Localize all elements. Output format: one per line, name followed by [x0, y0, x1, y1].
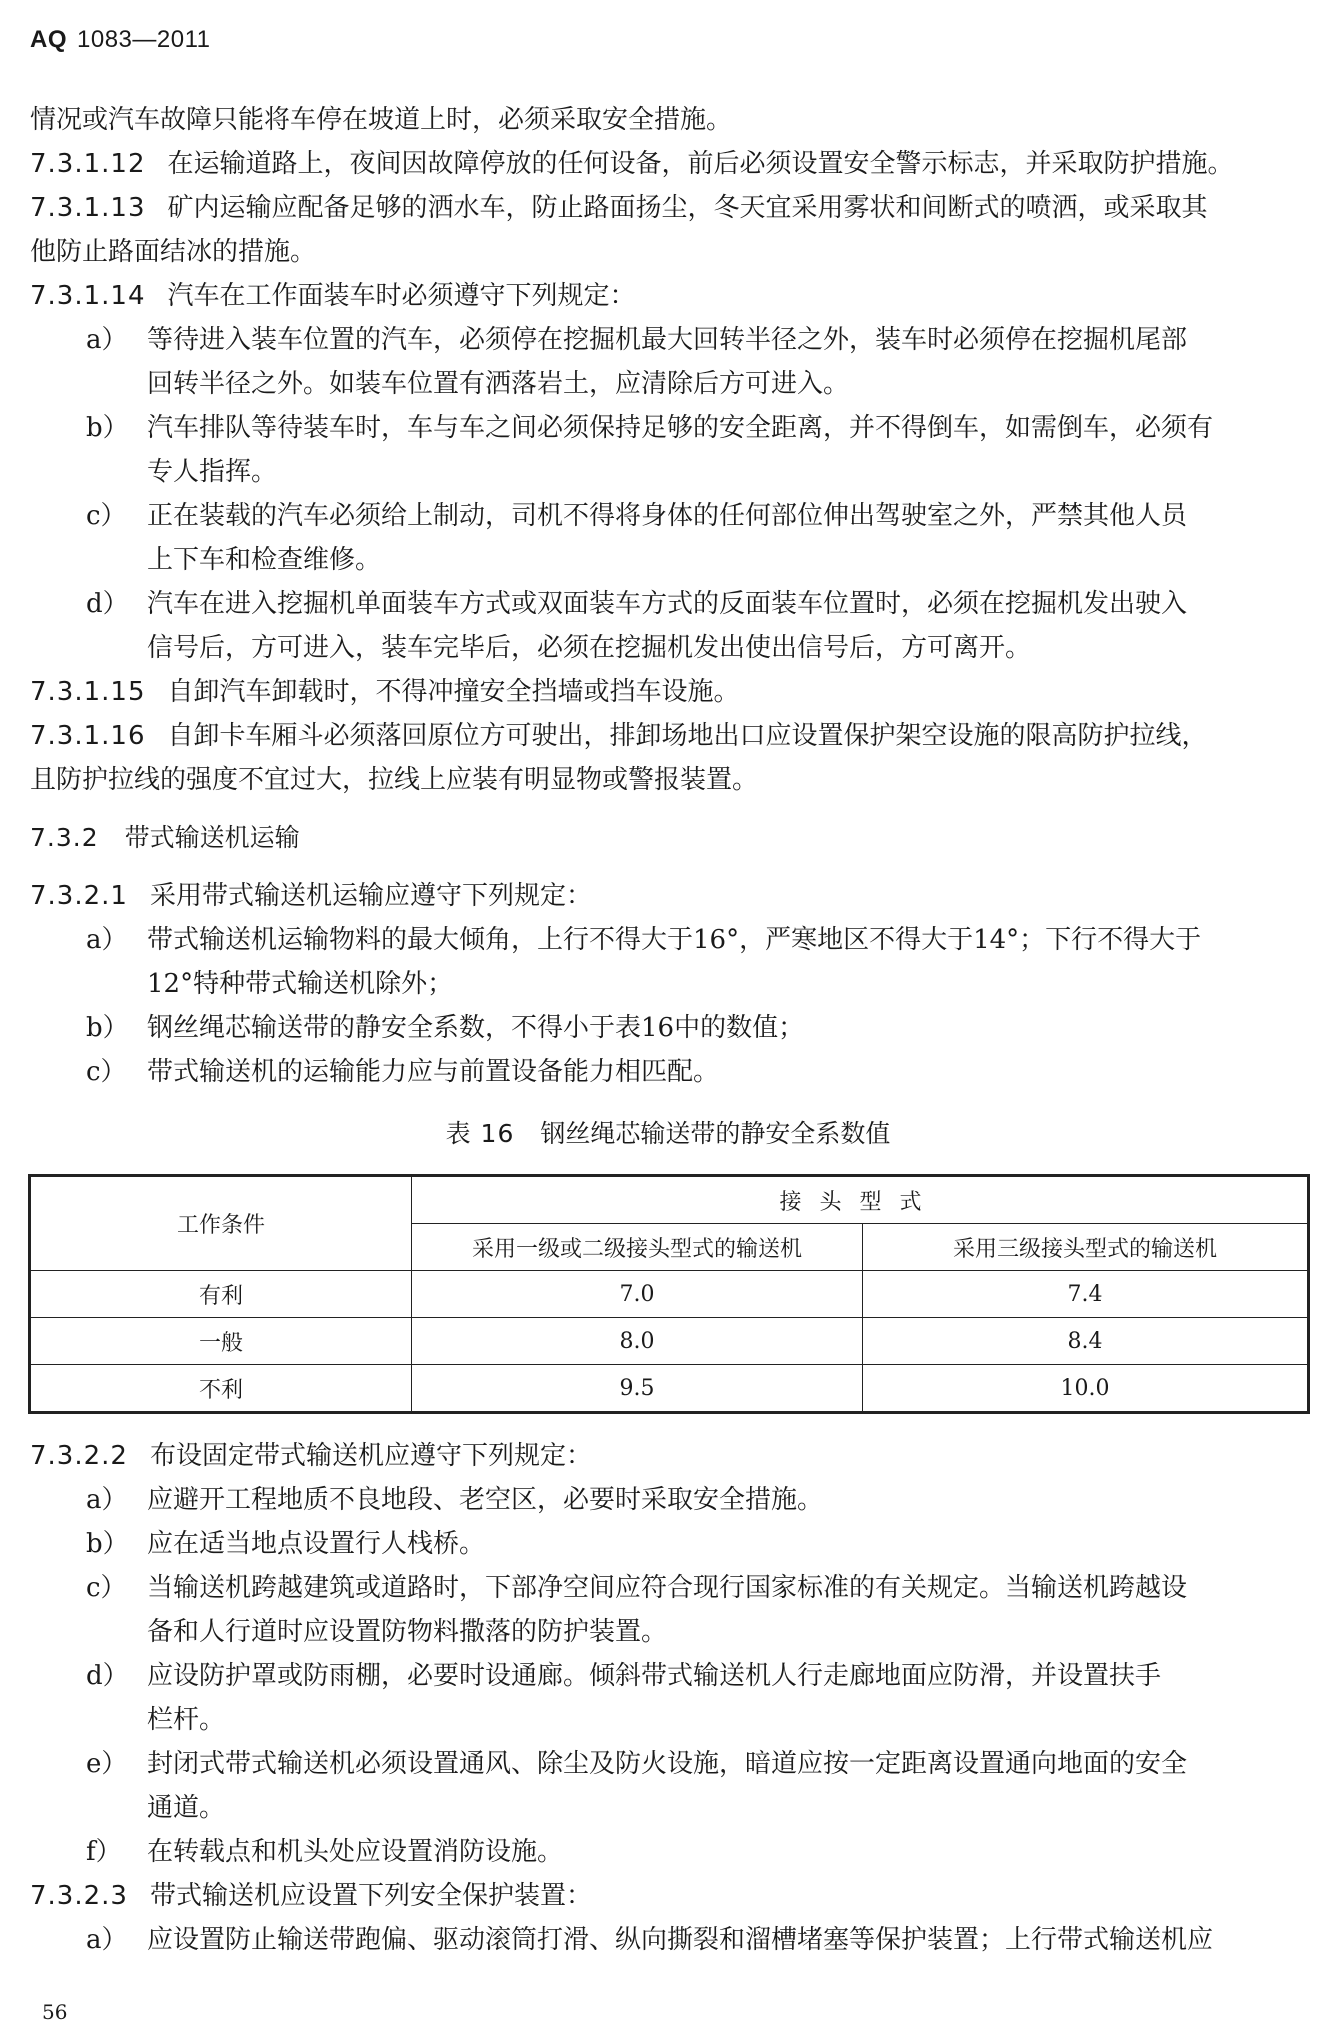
item-label: c）: [86, 501, 127, 531]
cell-value: 9.5: [412, 1365, 863, 1413]
header-cell-level-1-2: 采用一级或二级接头型式的输送机: [412, 1224, 863, 1271]
list-item: [30, 406, 1306, 450]
list-item-cont: 专人指挥。: [147, 457, 278, 487]
header-cell-joint-type: 接头型式: [412, 1176, 1309, 1224]
item-label: b）: [86, 1013, 129, 1043]
list-item: [30, 1830, 1306, 1874]
clause-number: 7.3.1.15: [30, 677, 146, 707]
list-item: [30, 1006, 1306, 1050]
clause-number: 7.3.2.1: [30, 881, 128, 911]
list-item: [30, 318, 1306, 362]
clause-7-3-2-1: [30, 874, 1306, 918]
page-header: [30, 26, 211, 54]
standard-code: AQ: [30, 26, 67, 53]
item-label: f）: [86, 1837, 122, 1867]
list-item: [30, 1566, 1306, 1610]
item-text: 当输送机跨越建筑或道路时，下部净空间应符合现行国家标准的有关规定。当输送机跨越设: [147, 1573, 1188, 1603]
item-label: d）: [86, 1661, 129, 1691]
section-title: 带式输送机运输: [124, 823, 300, 852]
clause-number: 7.3.2.3: [30, 1881, 128, 1911]
item-label: b）: [86, 1529, 129, 1559]
item-label: c）: [86, 1057, 127, 1087]
item-label: d）: [86, 589, 129, 619]
cell-value: 7.0: [412, 1271, 863, 1318]
header-cell-condition: 工作条件: [30, 1176, 412, 1271]
clause-text: 自卸卡车厢斗必须落回原位方可驶出，排卸场地出口应设置保护架空设施的限高防护拉线，: [167, 721, 1208, 751]
clause-7-3-2-2: [30, 1434, 1306, 1478]
item-text: 封闭式带式输送机必须设置通风、除尘及防火设施，暗道应按一定距离设置通向地面的安全: [147, 1749, 1188, 1779]
list-item: [30, 1522, 1306, 1566]
list-item-cont: 备和人行道时应设置防物料撒落的防护装置。: [147, 1617, 668, 1647]
clause-text: 自卸汽车卸载时，不得冲撞安全挡墙或挡车设施。: [167, 677, 740, 707]
cell-value: 8.0: [412, 1318, 863, 1365]
paragraph-line: 情况或汽车故障只能将车停在坡道上时，必须采取安全措施。: [30, 105, 733, 135]
list-item: [30, 1478, 1306, 1522]
item-text: 等待进入装车位置的汽车，必须停在挖掘机最大回转半径之外，装车时必须停在挖掘机尾部: [147, 325, 1188, 355]
list-item: [30, 1654, 1306, 1698]
clause-text: 带式输送机应设置下列安全保护装置：: [149, 1881, 592, 1911]
table-row: [30, 1271, 1309, 1318]
page-number: 56: [42, 2000, 68, 2024]
standard-number: 1083—2011: [77, 26, 211, 53]
clause-number: 7.3.1.16: [30, 721, 146, 751]
item-text: 带式输送机的运输能力应与前置设备能力相匹配。: [147, 1057, 720, 1087]
cell-value: 10.0: [863, 1365, 1309, 1413]
item-label: a）: [86, 925, 128, 955]
clause-text-cont: 他防止路面结冰的措施。: [30, 237, 317, 267]
clause-7-3-1-12: [30, 142, 1306, 186]
clause-number: 7.3.1.12: [30, 149, 146, 179]
document-body: [30, 98, 1306, 1962]
item-text: 正在装载的汽车必须给上制动，司机不得将身体的任何部位伸出驾驶室之外，严禁其他人员: [147, 501, 1188, 531]
clause-7-3-1-15: [30, 670, 1306, 714]
cell-condition: 有利: [30, 1271, 412, 1318]
item-label: e）: [86, 1749, 128, 1779]
item-text: 应设置防止输送带跑偏、驱动滚筒打滑、纵向撕裂和溜槽堵塞等保护装置；上行带式输送机应: [147, 1925, 1214, 1955]
clause-text-cont: 且防护拉线的强度不宜过大，拉线上应装有明显物或警报装置。: [30, 765, 759, 795]
item-text: 在转载点和机头处应设置消防设施。: [147, 1837, 564, 1867]
table-number: 表 16: [445, 1119, 515, 1148]
clause-7-3-2-3: [30, 1874, 1306, 1918]
clause-text: 布设固定带式输送机应遵守下列规定：: [149, 1441, 592, 1471]
item-text: 带式输送机运输物料的最大倾角，上行不得大于16°，严寒地区不得大于14°；下行不得大于: [147, 925, 1202, 955]
clause-text: 矿内运输应配备足够的洒水车，防止路面扬尘，冬天宜采用雾状和间断式的喷洒，或采取其: [167, 193, 1208, 223]
cell-condition: 一般: [30, 1318, 412, 1365]
table-row: [30, 1365, 1309, 1413]
list-item: [30, 1918, 1306, 1962]
section-heading-7-3-2: [30, 816, 1306, 860]
clause-7-3-1-16: [30, 714, 1306, 758]
clause-number: 7.3.2.2: [30, 1441, 128, 1471]
list-item-cont: 信号后，方可进入，装车完毕后，必须在挖掘机发出使出信号后，方可离开。: [147, 633, 1032, 663]
item-text: 应设防护罩或防雨棚，必要时设通廊。倾斜带式输送机人行走廊地面应防滑，并设置扶手: [147, 1661, 1162, 1691]
list-item-cont: 栏杆。: [147, 1705, 226, 1735]
list-item: [30, 1050, 1306, 1094]
list-item-cont: 回转半径之外。如装车位置有洒落岩土，应清除后方可进入。: [147, 369, 850, 399]
table-caption: [30, 1112, 1306, 1156]
clause-text: 汽车在工作面装车时必须遵守下列规定：: [167, 281, 636, 311]
safety-factor-table: [28, 1174, 1310, 1414]
item-text: 汽车在进入挖掘机单面装车方式或双面装车方式的反面装车位置时，必须在挖掘机发出驶入: [147, 589, 1188, 619]
clause-7-3-1-13: [30, 186, 1306, 230]
list-item: [30, 494, 1306, 538]
list-item-cont: 通道。: [147, 1793, 226, 1823]
list-item: [30, 582, 1306, 626]
item-text: 应在适当地点设置行人栈桥。: [147, 1529, 486, 1559]
list-item: [30, 1742, 1306, 1786]
item-label: a）: [86, 325, 128, 355]
cell-condition: 不利: [30, 1365, 412, 1413]
list-item-cont: 上下车和检查维修。: [147, 545, 382, 575]
clause-number: 7.3.1.13: [30, 193, 146, 223]
clause-text: 在运输道路上，夜间因故障停放的任何设备，前后必须设置安全警示标志，并采取防护措施。: [167, 149, 1234, 179]
list-item-cont: 12°特种带式输送机除外；: [147, 969, 454, 999]
list-item: [30, 918, 1306, 962]
item-label: a）: [86, 1485, 128, 1515]
item-text: 汽车排队等待装车时，车与车之间必须保持足够的安全距离，并不得倒车，如需倒车，必须有: [147, 413, 1214, 443]
item-text: 钢丝绳芯输送带的静安全系数，不得小于表16中的数值；: [147, 1013, 805, 1043]
table-title: 钢丝绳芯输送带的静安全系数值: [540, 1119, 891, 1148]
item-text: 应避开工程地质不良地段、老空区，必要时采取安全措施。: [147, 1485, 824, 1515]
clause-text: 采用带式输送机运输应遵守下列规定：: [149, 881, 592, 911]
cell-value: 7.4: [863, 1271, 1309, 1318]
item-label: a）: [86, 1925, 128, 1955]
item-label: c）: [86, 1573, 127, 1603]
table-row: [30, 1318, 1309, 1365]
header-cell-level-3: 采用三级接头型式的输送机: [863, 1224, 1309, 1271]
section-number: 7.3.2: [30, 823, 99, 852]
clause-number: 7.3.1.14: [30, 281, 146, 311]
clause-7-3-1-14: [30, 274, 1306, 318]
item-label: b）: [86, 413, 129, 443]
cell-value: 8.4: [863, 1318, 1309, 1365]
